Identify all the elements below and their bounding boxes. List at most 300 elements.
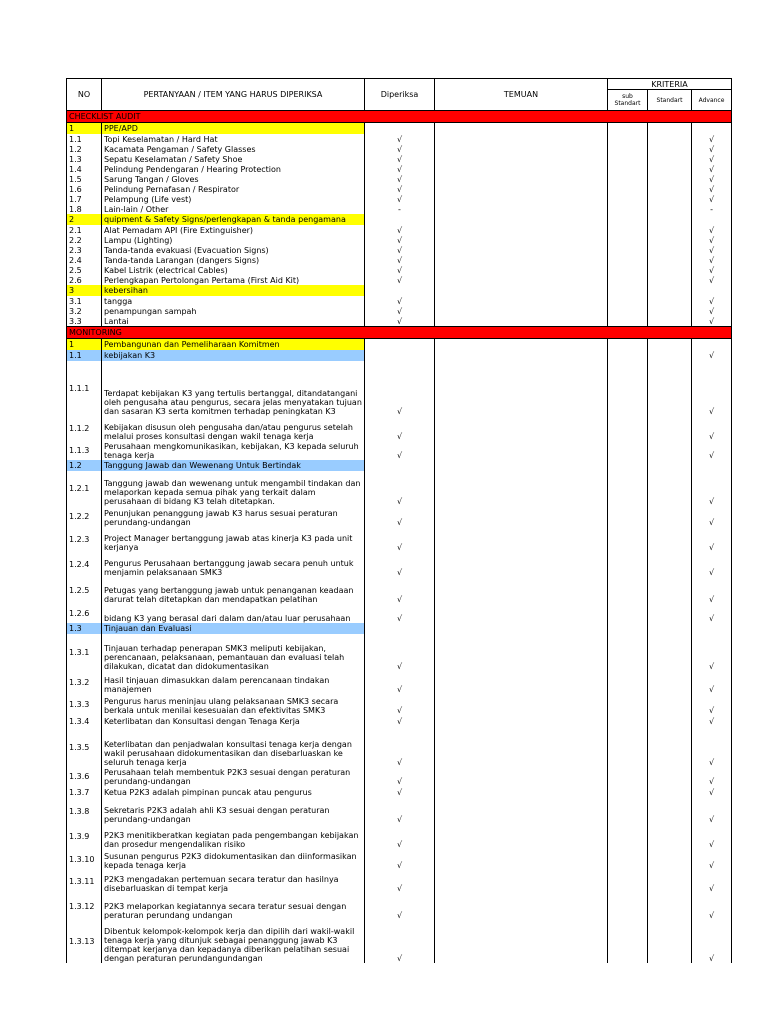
finding-cell: [435, 306, 608, 316]
advance-mark: √: [692, 767, 732, 786]
checklist-item: [67, 715, 732, 728]
checklist-item: [67, 194, 732, 204]
header-checked: Diperiksa: [365, 79, 435, 111]
checklist-item: [67, 786, 732, 799]
checked-mark: √: [365, 134, 435, 144]
checked-mark: √: [365, 306, 435, 316]
standard-cell: [648, 694, 692, 715]
checklist-item: [67, 306, 732, 316]
standard-cell: [648, 296, 692, 306]
item-number: 2.4: [67, 255, 102, 265]
standard-cell: [648, 245, 692, 255]
header-finding: TEMUAN: [435, 79, 608, 111]
checked-mark: √: [365, 849, 435, 870]
checked-mark: √: [365, 255, 435, 265]
item-number: 1.3: [67, 154, 102, 164]
advance-mark: √: [692, 316, 732, 327]
checklist-item: [67, 204, 732, 214]
checklist-item: [67, 174, 732, 184]
item-question: Tinjauan terhadap penerapan SMK3 meliputi kebijakan, perencanaan, pelaksanaan, pemantauan dan evaluasi telah dilakukan, dicatat dan didokumentasikan: [102, 634, 365, 671]
checklist-table: [66, 78, 732, 963]
item-number: 1.2.6: [67, 604, 102, 623]
checklist-item: [67, 694, 732, 715]
item-question: Petugas yang bertanggung jawab untuk penanganan keadaan darurat telah ditetapkan dan mendapatkan pelatihan: [102, 577, 365, 604]
standard-cell: [648, 194, 692, 204]
finding-cell: [435, 920, 608, 963]
checked-mark: √: [365, 767, 435, 786]
finding-cell: [435, 361, 608, 416]
finding-cell: [435, 604, 608, 623]
finding-cell: [435, 275, 608, 285]
sub-standard-cell: [608, 471, 648, 506]
checked-mark: √: [365, 715, 435, 728]
checklist-item: [67, 154, 732, 164]
finding-cell: [435, 144, 608, 154]
row-number: 1.1: [67, 350, 102, 361]
advance-mark: √: [692, 255, 732, 265]
section-header: [67, 111, 732, 123]
sub-standard-cell: [608, 715, 648, 728]
section-title: MONITORING: [67, 327, 732, 339]
checklist-item: [67, 235, 732, 245]
item-number: 1.2: [67, 144, 102, 154]
sub-standard-cell: [608, 552, 648, 577]
checked-mark: √: [365, 194, 435, 204]
checklist-item: [67, 506, 732, 527]
advance-mark: √: [692, 728, 732, 767]
finding-cell: [435, 245, 608, 255]
standard-cell: [648, 255, 692, 265]
item-question: Pelampung (Life vest): [102, 194, 365, 204]
item-question: Sarung Tangan / Gloves: [102, 174, 365, 184]
sub-standard-cell: [608, 255, 648, 265]
standard-cell: [648, 275, 692, 285]
item-question: Kabel Listrik (electrical Cables): [102, 265, 365, 275]
section-title: CHECKLIST AUDIT: [67, 111, 732, 123]
item-question: Perusahaan mengkomunikasikan, kebijakan, K3 kepada seluruh tenaga kerja: [102, 441, 365, 460]
checklist-item: [67, 184, 732, 194]
sub-standard-cell: [608, 164, 648, 174]
item-question: Pelindung Pendengaran / Hearing Protection: [102, 164, 365, 174]
finding-cell: [435, 893, 608, 920]
finding-cell: [435, 296, 608, 306]
finding-cell: [435, 265, 608, 275]
checklist-item: [67, 870, 732, 893]
item-number: 1.1.1: [67, 361, 102, 416]
finding-cell: [435, 824, 608, 849]
finding-cell: [435, 552, 608, 577]
checked-mark: √: [365, 506, 435, 527]
advance-mark: √: [692, 634, 732, 671]
item-number: 1.4: [67, 164, 102, 174]
sub-standard-cell: [608, 849, 648, 870]
item-number: 1.3.11: [67, 870, 102, 893]
advance-mark: √: [692, 715, 732, 728]
sub-standard-cell: [608, 265, 648, 275]
advance-mark: √: [692, 144, 732, 154]
item-question: Topi Keselamatan / Hard Hat: [102, 134, 365, 144]
checklist-item: [67, 893, 732, 920]
item-number: 1.1.3: [67, 441, 102, 460]
sub-standard-cell: [608, 441, 648, 460]
finding-cell: [435, 506, 608, 527]
item-number: 2.3: [67, 245, 102, 255]
checked-mark: √: [365, 225, 435, 235]
standard-cell: [648, 174, 692, 184]
finding-cell: [435, 164, 608, 174]
header-no: NO: [67, 79, 102, 111]
item-number: 1.3.3: [67, 694, 102, 715]
checked-mark: √: [365, 316, 435, 327]
sub-standard-cell: [608, 134, 648, 144]
standard-cell: [648, 767, 692, 786]
checked-mark: √: [365, 799, 435, 824]
sub-standard-cell: [608, 634, 648, 671]
item-number: 1.2.5: [67, 577, 102, 604]
advance-mark: √: [692, 471, 732, 506]
checked-mark: √: [365, 527, 435, 552]
checked-mark: √: [365, 416, 435, 441]
checked-mark: √: [365, 265, 435, 275]
checklist-sheet: [66, 78, 725, 963]
checked-mark: √: [365, 786, 435, 799]
standard-cell: [648, 786, 692, 799]
item-number: 2.2: [67, 235, 102, 245]
item-number: 1.3.9: [67, 824, 102, 849]
advance-mark: √: [692, 225, 732, 235]
item-question: Keterlibatan dan Konsultasi dengan Tenaga Kerja: [102, 715, 365, 728]
item-number: 2.1: [67, 225, 102, 235]
checklist-item: [67, 728, 732, 767]
header-advance: Advance: [692, 90, 732, 111]
item-question: penampungan sampah: [102, 306, 365, 316]
header-question: PERTANYAAN / ITEM YANG HARUS DIPERIKSA: [102, 79, 365, 111]
advance-mark: √: [692, 552, 732, 577]
standard-cell: [648, 184, 692, 194]
sub-standard-cell: [608, 204, 648, 214]
item-number: 1.3.4: [67, 715, 102, 728]
advance-mark: -: [692, 204, 732, 214]
checklist-item: [67, 824, 732, 849]
item-question: Pelindung Pernafasan / Respirator: [102, 184, 365, 194]
finding-cell: [435, 134, 608, 144]
item-number: 1.3.7: [67, 786, 102, 799]
checklist-item: [67, 577, 732, 604]
standard-cell: [648, 204, 692, 214]
sub-standard-cell: [608, 416, 648, 441]
item-number: 1.3.13: [67, 920, 102, 963]
standard-cell: [648, 671, 692, 694]
checklist-item: [67, 849, 732, 870]
sub-standard-cell: [608, 604, 648, 623]
sub-standard-cell: [608, 920, 648, 963]
advance-mark: √: [692, 870, 732, 893]
row-number: 1: [67, 123, 102, 135]
finding-cell: [435, 225, 608, 235]
item-number: 1.3.1: [67, 634, 102, 671]
checked-mark: √: [365, 235, 435, 245]
advance-mark: √: [692, 164, 732, 174]
category-row: [67, 214, 732, 225]
standard-cell: [648, 416, 692, 441]
finding-cell: [435, 471, 608, 506]
checked-mark: √: [365, 694, 435, 715]
header-criteria: KRITERIA: [608, 79, 732, 90]
advance-mark: √: [692, 184, 732, 194]
item-number: 1.2.4: [67, 552, 102, 577]
standard-cell: [648, 361, 692, 416]
item-question: Alat Pemadam API (Fire Extinguisher): [102, 225, 365, 235]
checklist-item: [67, 164, 732, 174]
sub-standard-cell: [608, 799, 648, 824]
standard-cell: [648, 306, 692, 316]
checked-mark: √: [365, 296, 435, 306]
item-question: Terdapat kebijakan K3 yang tertulis bertanggal, ditandatangani oleh pengusaha atau pengurus, secara jelas menyatakan tujuan dan sasaran K3 serta komitmen terhadap peningkatan K3: [102, 361, 365, 416]
row-title: Pembangunan dan Pemeliharaan Komitmen: [102, 339, 365, 351]
checklist-item: [67, 416, 732, 441]
finding-cell: [435, 786, 608, 799]
checked-mark: √: [365, 728, 435, 767]
advance-mark: √: [692, 824, 732, 849]
advance-mark: √: [692, 694, 732, 715]
sub-standard-cell: [608, 577, 648, 604]
finding-cell: [435, 204, 608, 214]
item-number: 1.6: [67, 184, 102, 194]
standard-cell: [648, 441, 692, 460]
standard-cell: [648, 527, 692, 552]
checked-mark: √: [365, 824, 435, 849]
checked-mark: √: [365, 870, 435, 893]
row-number: 2: [67, 214, 102, 225]
checklist-item: [67, 799, 732, 824]
advance-mark: √: [692, 849, 732, 870]
checklist-item: [67, 604, 732, 623]
item-question: Sepatu Keselamatan / Safety Shoe: [102, 154, 365, 164]
item-question: Perlengkapan Pertolongan Pertama (First Aid Kit): [102, 275, 365, 285]
subcategory-row: [67, 623, 732, 634]
advance-mark: √: [692, 920, 732, 963]
sub-standard-cell: [608, 824, 648, 849]
sub-standard-cell: [608, 174, 648, 184]
standard-cell: [648, 265, 692, 275]
item-question: Keterlibatan dan penjadwalan konsultasi tenaga kerja dengan wakil perusahaan didokumentasikan dan disebarluaskan ke seluruh tenaga kerja: [102, 728, 365, 767]
item-question: Hasil tinjauan dimasukkan dalam perencanaan tindakan manajemen: [102, 671, 365, 694]
checklist-item: [67, 225, 732, 235]
checklist-item: [67, 144, 732, 154]
checklist-item: [67, 255, 732, 265]
standard-cell: [648, 870, 692, 893]
standard-cell: [648, 849, 692, 870]
item-number: 1.1: [67, 134, 102, 144]
checklist-item: [67, 527, 732, 552]
checked-mark: √: [365, 164, 435, 174]
item-question: P2K3 melaporkan kegiatannya secara teratur sesuai dengan peraturan perundang undangan: [102, 893, 365, 920]
item-question: Perusahaan telah membentuk P2K3 sesuai dengan peraturan perundang-undangan: [102, 767, 365, 786]
finding-cell: [435, 870, 608, 893]
item-number: 1.3.2: [67, 671, 102, 694]
header-sub-standard: sub Standart: [608, 90, 648, 111]
item-number: 1.2.2: [67, 506, 102, 527]
sub-standard-cell: [608, 316, 648, 327]
finding-cell: [435, 154, 608, 164]
checked-mark: √: [365, 471, 435, 506]
advance-mark: [692, 339, 732, 351]
item-number: 1.2.3: [67, 527, 102, 552]
item-question: Dibentuk kelompok-kelompok kerja dan dipilih dari wakil-wakil tenaga kerja yang ditunjuk sebagai penanggung jawab K3 ditempat kerjanya dan kepadanya diberikan pelatihan sesuai dengan peraturan perundangundangan: [102, 920, 365, 963]
advance-mark: √: [692, 604, 732, 623]
checklist-item: [67, 275, 732, 285]
standard-cell: [648, 577, 692, 604]
item-number: 1.3.8: [67, 799, 102, 824]
advance-mark: √: [692, 265, 732, 275]
row-number: 1: [67, 339, 102, 351]
sub-standard-cell: [608, 361, 648, 416]
item-question: P2K3 mengadakan pertemuan secara teratur dan hasilnya disebarluaskan di tempat kerja: [102, 870, 365, 893]
item-question: Tanda-tanda Larangan (dangers Signs): [102, 255, 365, 265]
item-question: Susunan pengurus P2K3 didokumentasikan dan diinformasikan kepada tenaga kerja: [102, 849, 365, 870]
item-question: Ketua P2K3 adalah pimpinan puncak atau pengurus: [102, 786, 365, 799]
standard-cell: [648, 154, 692, 164]
standard-cell: [648, 235, 692, 245]
finding-cell: [435, 184, 608, 194]
subcategory-row: [67, 350, 732, 361]
standard-cell: [648, 893, 692, 920]
item-question: Project Manager bertanggung jawab atas kinerja K3 pada unit kerjanya: [102, 527, 365, 552]
checked-mark: √: [365, 361, 435, 416]
finding-cell: [435, 671, 608, 694]
item-number: 1.3.6: [67, 767, 102, 786]
standard-cell: [648, 471, 692, 506]
sub-standard-cell: [608, 870, 648, 893]
item-question: Sekretaris P2K3 adalah ahli K3 sesuai dengan peraturan perundang-undangan: [102, 799, 365, 824]
advance-mark: √: [692, 527, 732, 552]
checklist-item: [67, 316, 732, 327]
sub-standard-cell: [608, 154, 648, 164]
advance-mark: √: [692, 799, 732, 824]
checklist-item: [67, 265, 732, 275]
checked-mark: √: [365, 634, 435, 671]
row-number: 1.3: [67, 623, 102, 634]
checklist-item: [67, 671, 732, 694]
checked-mark: √: [365, 245, 435, 255]
item-number: 1.8: [67, 204, 102, 214]
finding-cell: [435, 715, 608, 728]
sub-standard-cell: [608, 184, 648, 194]
finding-cell: [435, 235, 608, 245]
standard-cell: [648, 634, 692, 671]
item-question: Tanggung jawab dan wewenang untuk mengambil tindakan dan melaporkan kepada semua pihak yang terkait dalam perusahaan di bidang K3 telah ditetapkan.: [102, 471, 365, 506]
finding-cell: [435, 767, 608, 786]
checked-mark: √: [365, 893, 435, 920]
item-number: 1.3.10: [67, 849, 102, 870]
advance-mark: [692, 214, 732, 225]
finding-cell: [435, 694, 608, 715]
advance-mark: [692, 623, 732, 634]
checked-mark: √: [365, 604, 435, 623]
standard-cell: [648, 552, 692, 577]
sub-standard-cell: [608, 767, 648, 786]
finding-cell: [435, 849, 608, 870]
item-question: Tanda-tanda evakuasi (Evacuation Signs): [102, 245, 365, 255]
item-question: P2K3 menitikberatkan kegiatan pada pengembangan kebijakan dan prosedur mengendalikan risiko: [102, 824, 365, 849]
advance-mark: √: [692, 154, 732, 164]
advance-mark: √: [692, 134, 732, 144]
finding-cell: [435, 255, 608, 265]
item-number: 1.5: [67, 174, 102, 184]
advance-mark: √: [692, 416, 732, 441]
item-number: 2.5: [67, 265, 102, 275]
sub-standard-cell: [608, 296, 648, 306]
sub-standard-cell: [608, 694, 648, 715]
checked-mark: √: [365, 441, 435, 460]
item-question: Pengurus Perusahaan bertanggung jawab secara penuh untuk menjamin pelaksanaan SMK3: [102, 552, 365, 577]
item-question: Penunjukan penanggung jawab K3 harus sesuai peraturan perundang-undangan: [102, 506, 365, 527]
row-title: Tinjauan dan Evaluasi: [102, 623, 365, 634]
sub-standard-cell: [608, 194, 648, 204]
item-question: Lain-lain / Other: [102, 204, 365, 214]
checked-mark: √: [365, 184, 435, 194]
item-question: Pengurus harus meninjau ulang pelaksanaan SMK3 secara berkala untuk menilai kesesuaian dan efektivitas SMK3: [102, 694, 365, 715]
row-title: PPE/APD: [102, 123, 365, 135]
standard-cell: [648, 799, 692, 824]
finding-cell: [435, 174, 608, 184]
sub-standard-cell: [608, 728, 648, 767]
item-number: 2.6: [67, 275, 102, 285]
advance-mark: √: [692, 275, 732, 285]
checklist-item: [67, 920, 732, 963]
finding-cell: [435, 441, 608, 460]
standard-cell: [648, 824, 692, 849]
sub-standard-cell: [608, 893, 648, 920]
advance-mark: √: [692, 350, 732, 361]
checklist-item: [67, 361, 732, 416]
item-question: Kebijakan disusun oleh pengusaha dan/atau pengurus setelah melalui proses konsultasi dengan wakil tenaga kerja: [102, 416, 365, 441]
finding-cell: [435, 194, 608, 204]
item-question: tangga: [102, 296, 365, 306]
finding-cell: [435, 728, 608, 767]
sub-standard-cell: [608, 527, 648, 552]
advance-mark: √: [692, 296, 732, 306]
row-title: kebijakan K3: [102, 350, 365, 361]
advance-mark: [692, 285, 732, 296]
advance-mark: √: [692, 361, 732, 416]
finding-cell: [435, 416, 608, 441]
advance-mark: √: [692, 893, 732, 920]
standard-cell: [648, 316, 692, 327]
category-row: [67, 123, 732, 135]
row-title: kebersihan: [102, 285, 365, 296]
finding-cell: [435, 799, 608, 824]
category-row: [67, 285, 732, 296]
checklist-item: [67, 134, 732, 144]
checklist-item: [67, 767, 732, 786]
standard-cell: [648, 728, 692, 767]
advance-mark: √: [692, 441, 732, 460]
finding-cell: [435, 577, 608, 604]
sub-standard-cell: [608, 306, 648, 316]
finding-cell: [435, 316, 608, 327]
checked-mark: √: [365, 577, 435, 604]
advance-mark: √: [692, 577, 732, 604]
sub-standard-cell: [608, 275, 648, 285]
sub-standard-cell: [608, 786, 648, 799]
advance-mark: √: [692, 174, 732, 184]
standard-cell: [648, 604, 692, 623]
standard-cell: [648, 144, 692, 154]
finding-cell: [435, 527, 608, 552]
checklist-item: [67, 245, 732, 255]
item-number: 1.3.12: [67, 893, 102, 920]
